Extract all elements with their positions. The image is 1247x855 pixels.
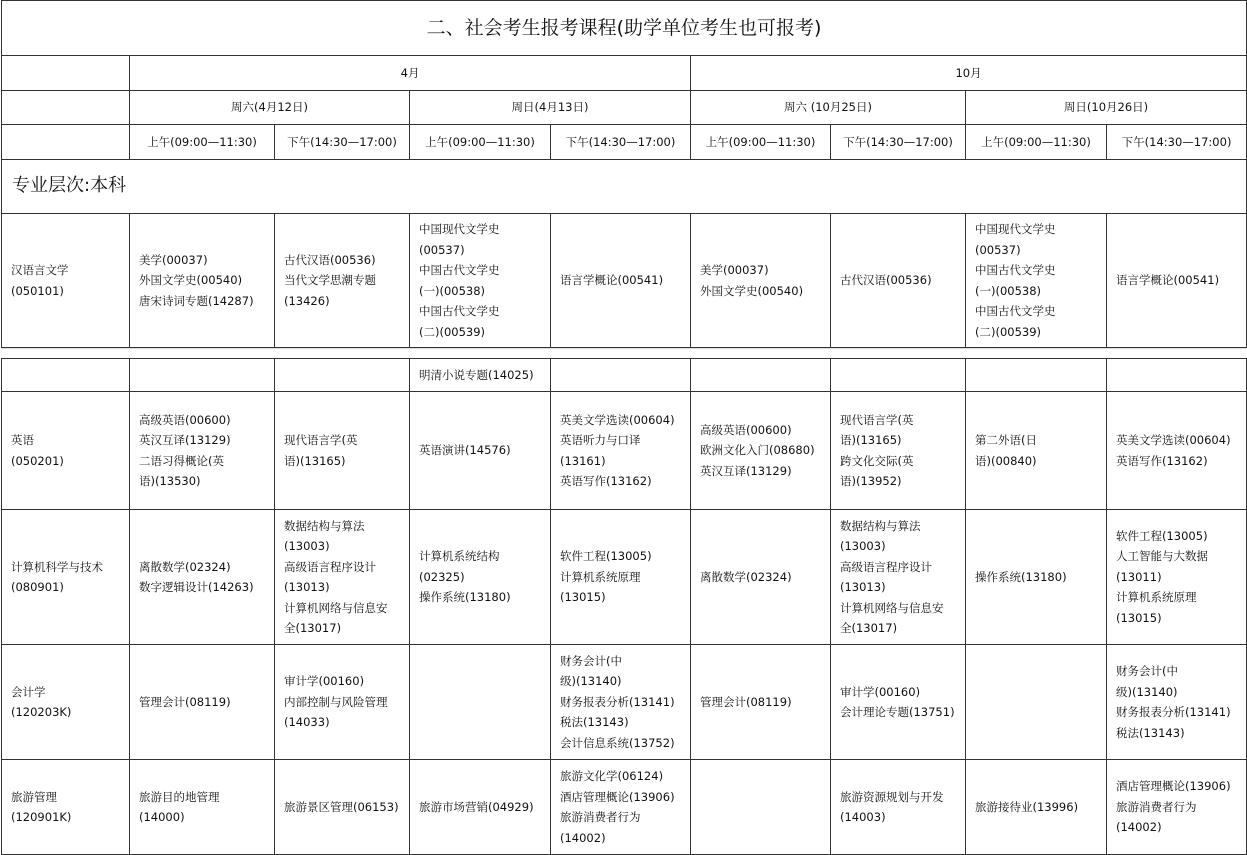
course-line: 语)(00840) — [975, 453, 1037, 468]
course-line: 现代语言学(英 — [840, 412, 914, 427]
major-name-cell — [2, 760, 130, 855]
course-line: 语言学概论(00541) — [560, 273, 664, 288]
course-line: 旅游消费者行为 — [560, 810, 641, 824]
course-line: 数据结构与算法 — [284, 518, 365, 533]
course-line: (二)(00539) — [975, 324, 1042, 339]
page-title: 二、社会考生报考课程(助学单位考生也可报考) — [2, 1, 1247, 56]
course-cell — [410, 359, 551, 392]
course-cell — [966, 510, 1107, 645]
course-line: 英汉互译(13129) — [700, 463, 792, 478]
major-name-cell — [2, 392, 130, 510]
course-cell — [130, 760, 275, 855]
course-line: 会计理论专题(13751) — [840, 705, 955, 719]
course-cell — [691, 214, 831, 348]
course-line: 第二外语(日 — [975, 433, 1037, 447]
course-cell — [130, 392, 275, 510]
major-name-cell — [2, 510, 130, 645]
course-cell — [691, 645, 831, 760]
course-line: 语)(13165) — [840, 433, 902, 447]
course-cell — [691, 359, 831, 392]
course-line: 计算机系统原理 — [1116, 590, 1197, 605]
course-cell — [691, 392, 831, 510]
course-line: 操作系统(13180) — [419, 590, 511, 605]
course-line: 英汉互译(13129) — [139, 433, 231, 447]
course-line: 高级语言程序设计 — [840, 559, 932, 574]
course-line: 英语演讲(14576) — [419, 443, 511, 458]
course-line: 英美文学选读(00604) — [1116, 433, 1231, 447]
course-cell — [275, 760, 410, 855]
course-line: 软件工程(13005) — [1116, 528, 1208, 543]
corner-cell — [2, 56, 130, 91]
course-line: 财务会计(中 — [560, 653, 622, 668]
course-cell — [1107, 214, 1247, 348]
course-line: (13003) — [840, 539, 886, 553]
major-row — [2, 392, 1247, 510]
day-header: 周日(4月13日) — [410, 91, 691, 125]
course-cell — [130, 645, 275, 760]
course-line: 高级英语(00600) — [700, 422, 792, 437]
major-code: (080901) — [11, 580, 64, 594]
course-line: 财务会计(中 — [1116, 664, 1178, 678]
course-line: 外国文学史(00540) — [700, 283, 804, 298]
course-line: 中国古代文学史 — [975, 263, 1056, 277]
month-october: 10月 — [691, 56, 1247, 91]
course-line: 中国古代文学史 — [419, 263, 500, 277]
course-line: (00537) — [975, 242, 1021, 257]
course-cell — [1107, 760, 1247, 855]
course-line: 财务报表分析(13141) — [560, 694, 675, 709]
course-cell — [275, 645, 410, 760]
course-cell — [1107, 359, 1247, 392]
course-cell — [130, 359, 275, 392]
major-name-cell — [2, 645, 130, 760]
course-line: 审计学(00160) — [284, 674, 365, 689]
course-line: 离散数学(02324) — [700, 569, 792, 584]
course-cell — [691, 760, 831, 855]
course-line: (14002) — [560, 830, 606, 845]
course-line: 二语习得概论(英 — [139, 453, 224, 468]
course-line: 旅游资源规划与开发 — [840, 789, 944, 804]
course-cell — [130, 214, 275, 348]
course-line: 当代文学思潮专题 — [284, 273, 376, 288]
course-cell — [831, 392, 966, 510]
major-code: (050201) — [11, 453, 64, 468]
course-cell — [831, 214, 966, 348]
course-line: (14002) — [1116, 820, 1162, 835]
course-line: 中国古代文学史 — [975, 304, 1056, 318]
course-cell — [1107, 392, 1247, 510]
course-cell — [275, 214, 410, 348]
day-header: 周六(4月12日) — [130, 91, 410, 125]
course-cell — [410, 510, 551, 645]
course-cell — [691, 510, 831, 645]
course-line: (00537) — [419, 242, 465, 257]
course-line: 中国现代文学史 — [419, 222, 500, 236]
course-line: (一)(00538) — [419, 283, 486, 298]
session-header: 下午(14:30—17:00) — [831, 125, 966, 160]
course-line: 中国古代文学史 — [419, 304, 500, 318]
course-line: 古代汉语(00536) — [840, 273, 932, 288]
course-cell — [410, 760, 551, 855]
course-cell — [966, 760, 1107, 855]
course-line: 计算机系统结构 — [419, 549, 500, 564]
course-line: 现代语言学(英 — [284, 433, 358, 447]
course-line: 操作系统(13180) — [975, 569, 1067, 584]
course-line: (13011) — [1116, 569, 1162, 584]
major-name: 旅游管理 — [11, 789, 57, 804]
level-label: 专业层次:本科 — [2, 160, 1247, 214]
course-line: 数字逻辑设计(14263) — [139, 580, 254, 594]
session-header: 上午(09:00—11:30) — [691, 125, 831, 160]
major-row — [2, 760, 1247, 855]
major-name: 汉语言文学 — [11, 263, 69, 277]
course-line: (13161) — [560, 453, 606, 468]
day-header: 周六 (10月25日) — [691, 91, 966, 125]
course-line: 级)(13140) — [1116, 684, 1178, 699]
course-cell — [831, 645, 966, 760]
course-line: 审计学(00160) — [840, 684, 921, 699]
course-line: 旅游目的地管理 — [139, 789, 220, 804]
course-cell — [966, 214, 1107, 348]
course-line: 计算机网络与信息安 — [840, 600, 944, 615]
course-line: 税法(13143) — [1116, 725, 1185, 740]
major-row — [2, 510, 1247, 645]
month-april: 4月 — [130, 56, 691, 91]
course-cell — [551, 760, 691, 855]
course-line: (二)(00539) — [419, 324, 486, 339]
course-line: 计算机系统原理 — [560, 569, 641, 584]
day-header: 周日(10月26日) — [966, 91, 1247, 125]
session-header: 下午(14:30—17:00) — [551, 125, 691, 160]
course-line: (13015) — [560, 590, 606, 605]
course-cell — [966, 392, 1107, 510]
corner-cell — [2, 125, 130, 160]
course-line: 唐宋诗词专题(14287) — [139, 293, 254, 308]
course-line: 欧洲文化入门(08680) — [700, 443, 815, 458]
course-cell — [966, 359, 1107, 392]
course-line: 旅游接待业(13996) — [975, 799, 1079, 814]
course-line: 旅游市场营销(04929) — [419, 799, 534, 814]
course-line: 明清小说专题(14025) — [419, 367, 534, 382]
major-name: 会计学 — [11, 684, 46, 699]
course-cell — [1107, 645, 1247, 760]
course-line: 语)(13952) — [840, 474, 902, 488]
major-name-cell — [2, 359, 130, 392]
course-line: 英语听力与口译 — [560, 433, 641, 447]
course-cell — [551, 510, 691, 645]
course-line: 外国文学史(00540) — [139, 273, 243, 288]
course-line: 全(13017) — [840, 621, 898, 635]
course-line: 管理会计(08119) — [700, 694, 792, 709]
course-line: 计算机网络与信息安 — [284, 600, 388, 615]
course-cell — [551, 359, 691, 392]
course-cell — [1107, 510, 1247, 645]
course-line: 数据结构与算法 — [840, 518, 921, 533]
course-line: 中国现代文学史 — [975, 222, 1056, 236]
major-name: 计算机科学与技术 — [11, 559, 103, 574]
course-line: 离散数学(02324) — [139, 559, 231, 574]
major-code: (050101) — [11, 283, 64, 298]
session-header: 下午(14:30—17:00) — [275, 125, 410, 160]
session-header: 上午(09:00—11:30) — [130, 125, 275, 160]
course-line: 语)(13165) — [284, 453, 346, 468]
course-cell — [130, 510, 275, 645]
course-line: 税法(13143) — [560, 715, 629, 730]
course-line: 旅游文化学(06124) — [560, 769, 664, 783]
course-line: (13013) — [840, 580, 886, 594]
course-line: (13426) — [284, 293, 330, 308]
course-cell — [410, 645, 551, 760]
course-cell — [410, 214, 551, 348]
course-cell — [275, 510, 410, 645]
course-line: (一)(00538) — [975, 283, 1042, 298]
course-cell — [551, 214, 691, 348]
major-row — [2, 359, 1247, 392]
course-cell — [831, 359, 966, 392]
course-line: 语言学概论(00541) — [1116, 273, 1220, 288]
course-line: (02325) — [419, 569, 465, 584]
session-header: 上午(09:00—11:30) — [966, 125, 1107, 160]
course-line: 全(13017) — [284, 621, 342, 635]
course-line: 软件工程(13005) — [560, 549, 652, 564]
course-cell — [410, 392, 551, 510]
course-line: 酒店管理概论(13906) — [1116, 779, 1231, 794]
course-line: (14033) — [284, 715, 330, 730]
course-line: 酒店管理概论(13906) — [560, 789, 675, 804]
major-row — [2, 645, 1247, 760]
corner-cell — [2, 91, 130, 125]
course-cell — [551, 392, 691, 510]
course-cell — [831, 760, 966, 855]
schedule-table-bottom — [1, 358, 1247, 855]
course-line: (14000) — [139, 810, 185, 824]
major-code: (120203K) — [11, 705, 72, 719]
session-header: 上午(09:00—11:30) — [410, 125, 551, 160]
course-line: (13013) — [284, 580, 330, 594]
course-line: 旅游景区管理(06153) — [284, 799, 399, 814]
major-name-cell — [2, 214, 130, 348]
course-line: 语)(13530) — [139, 474, 201, 488]
course-cell — [831, 510, 966, 645]
course-line: 高级语言程序设计 — [284, 559, 376, 574]
course-cell — [551, 645, 691, 760]
course-line: 美学(00037) — [700, 263, 769, 277]
major-name: 英语 — [11, 433, 34, 447]
course-cell — [966, 645, 1107, 760]
course-line: 英语写作(13162) — [1116, 453, 1208, 468]
course-line: (14003) — [840, 810, 886, 824]
course-line: 古代汉语(00536) — [284, 252, 376, 267]
course-line: 级)(13140) — [560, 674, 622, 689]
course-line: 人工智能与大数据 — [1116, 549, 1208, 564]
course-line: 高级英语(00600) — [139, 412, 231, 427]
major-code: (120901K) — [11, 810, 72, 824]
course-line: 英美文学选读(00604) — [560, 412, 675, 427]
course-cell — [275, 359, 410, 392]
course-line: 财务报表分析(13141) — [1116, 705, 1231, 719]
course-line: (13003) — [284, 539, 330, 553]
session-header: 下午(14:30—17:00) — [1107, 125, 1247, 160]
course-line: 管理会计(08119) — [139, 694, 231, 709]
major-row — [2, 214, 1247, 348]
course-line: 会计信息系统(13752) — [560, 735, 675, 750]
course-line: 内部控制与风险管理 — [284, 694, 388, 709]
course-line: 跨文化交际(英 — [840, 453, 914, 468]
schedule-table-top — [1, 0, 1247, 348]
course-line: 美学(00037) — [139, 252, 208, 267]
course-cell — [275, 392, 410, 510]
course-line: (13015) — [1116, 610, 1162, 625]
course-line: 旅游消费者行为 — [1116, 799, 1197, 814]
course-line: 英语写作(13162) — [560, 474, 652, 488]
